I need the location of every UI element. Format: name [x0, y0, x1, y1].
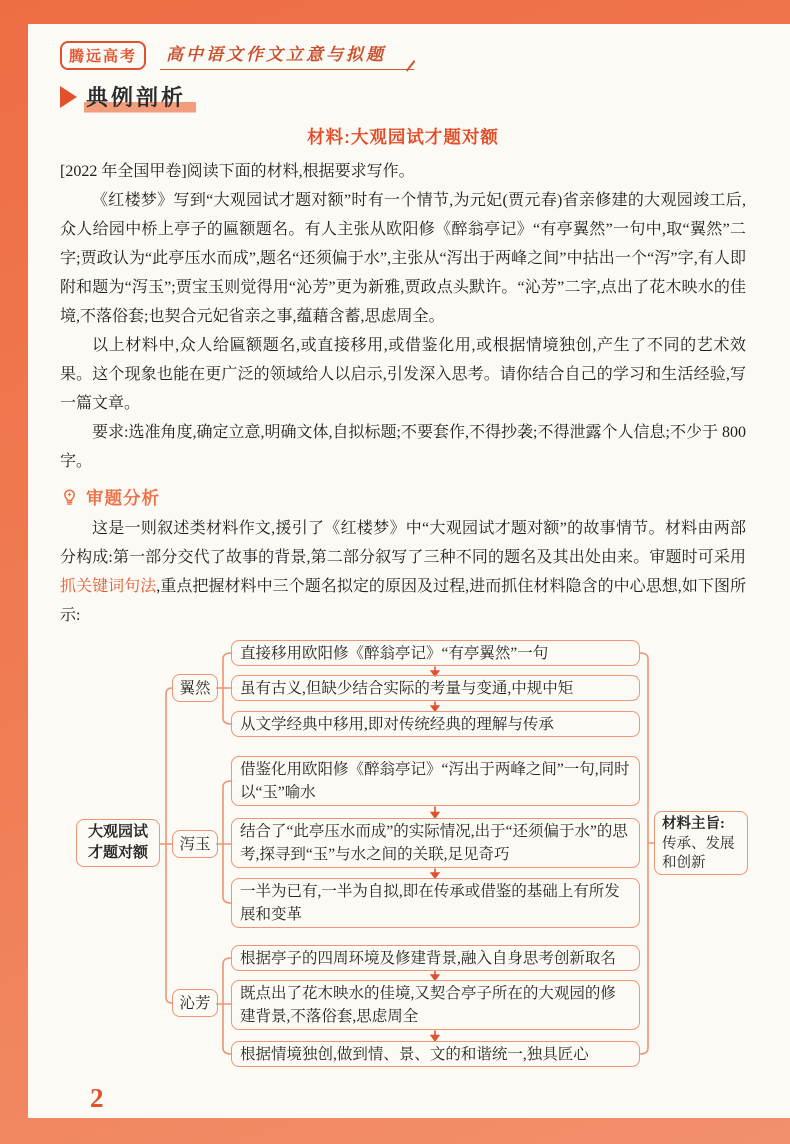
lightbulb-icon [60, 488, 79, 507]
diagram-box: 从文学经典中移用,即对传统经典的理解与传承 [231, 711, 640, 737]
root-line-1: 大观园试 [87, 824, 148, 840]
branch-label-qinfang: 沁芳 [172, 989, 218, 1017]
section-title: 典例剖析 [84, 81, 196, 114]
branch-label-yiran: 翼然 [172, 674, 218, 702]
diagram-box: 根据情境独创,做到情、景、文的和谐统一,独具匠心 [231, 1041, 640, 1067]
analysis-title: 审题分析 [86, 487, 160, 508]
material-title: 材料:大观园试才题对额 [307, 127, 499, 147]
analysis-keyword-highlight: 抓关键词句法 [60, 578, 157, 595]
book-page [28, 24, 790, 1118]
diagram-conclusion-node [654, 811, 748, 875]
brand-logo: 腾远高考 [60, 41, 146, 70]
diagram-root-node [76, 819, 160, 867]
diagram-box: 借鉴化用欧阳修《醉翁亭记》“泻出于两峰之间”一句,同时以“玉”喻水 [231, 756, 640, 806]
diagram-box: 结合了“此亭压水而成”的实际情况,出于“还须偏于水”的思考,探寻到“玉”与水之间的关联,足见奇巧 [231, 818, 640, 868]
brand-header [60, 38, 746, 70]
page-content [28, 24, 790, 1078]
analysis-text-outro: ,重点把握材料中三个题名拟定的原因及过程,进而抓住材料隐含的中心思想,如下图所示: [60, 578, 746, 624]
diagram-box: 一半为已有,一半为自拟,即在传承或借鉴的基础上有所发展和变革 [231, 878, 640, 928]
analysis-header [60, 483, 746, 511]
conclusion-title: 材料主旨: [662, 816, 725, 832]
material-paragraph-2: 以上材料中,众人给匾额题名,或直接移用,或借鉴化用,或根据情境独创,产生了不同的艺术效果。这个现象也能在更广泛的领域给人以启示,引发深入思考。请你结合自己的学习和生活经验,写一篇文章。 [60, 337, 746, 412]
section-header [60, 82, 746, 112]
diagram-box: 直接移用欧阳修《醉翁亭记》“有亭翼然”一句 [231, 640, 640, 666]
analysis-text-intro: 这是一则叙述类材料作文,援引了《红楼梦》中“大观园试才题对额”的故事情节。材料由两部分构成:第一部分交代了故事的背景,第二部分叙写了三种不同的题名及其出处由来。审题时可采用 [60, 520, 746, 566]
play-triangle-icon [60, 86, 77, 108]
analysis-paragraph [60, 514, 746, 630]
root-line-2: 才题对额 [87, 845, 148, 861]
branch-label-xieyu: 泻玉 [172, 830, 218, 858]
conclusion-body: 传承、发展和创新 [662, 835, 735, 871]
diagram-box: 既点出了花木映水的佳境,又契合亭子所在的大观园的修建背景,不落俗套,思虑周全 [231, 980, 640, 1030]
material-paragraph-1: 《红楼梦》写到“大观园试才题对额”时有一个情节,为元妃(贾元春)省亲修建的大观园竣工后,众人给园中桥上亭子的匾额题名。有人主张从欧阳修《醉翁亭记》“有亭翼然”一句中,取“翼然”二字;贾政认为“此亭压水而成”,题名“还须偏于水”,主张从“泻出于两峰之间”中拈出一个“泻”字,有人即附和题为“泻玉”;贾宝玉则觉得用“沁芳”更为新雅,贾政点头默许。“沁芳”二字,点出了花木映水的佳境,不落俗套;也契合元妃省亲之事,蕴藉含蓄,思虑周全。 [60, 192, 746, 325]
material-source-line: [2022 年全国甲卷]阅读下面的材料,根据要求写作。 [60, 163, 415, 180]
diagram-box: 虽有古义,但缺少结合实际的考量与变通,中规中矩 [231, 675, 640, 701]
mind-map-diagram [60, 634, 750, 1078]
page-number: 2 [90, 1083, 104, 1113]
brand-tagline: 高中语文作文立意与拟题 [160, 40, 414, 70]
diagram-box: 根据亭子的四周环境及修建背景,融入自身思考创新取名 [231, 945, 640, 971]
material-paragraph-3: 要求:选准角度,确定立意,明确文体,自拟标题;不要套作,不得抄袭;不得泄露个人信息;不少于 800 字。 [60, 424, 746, 470]
